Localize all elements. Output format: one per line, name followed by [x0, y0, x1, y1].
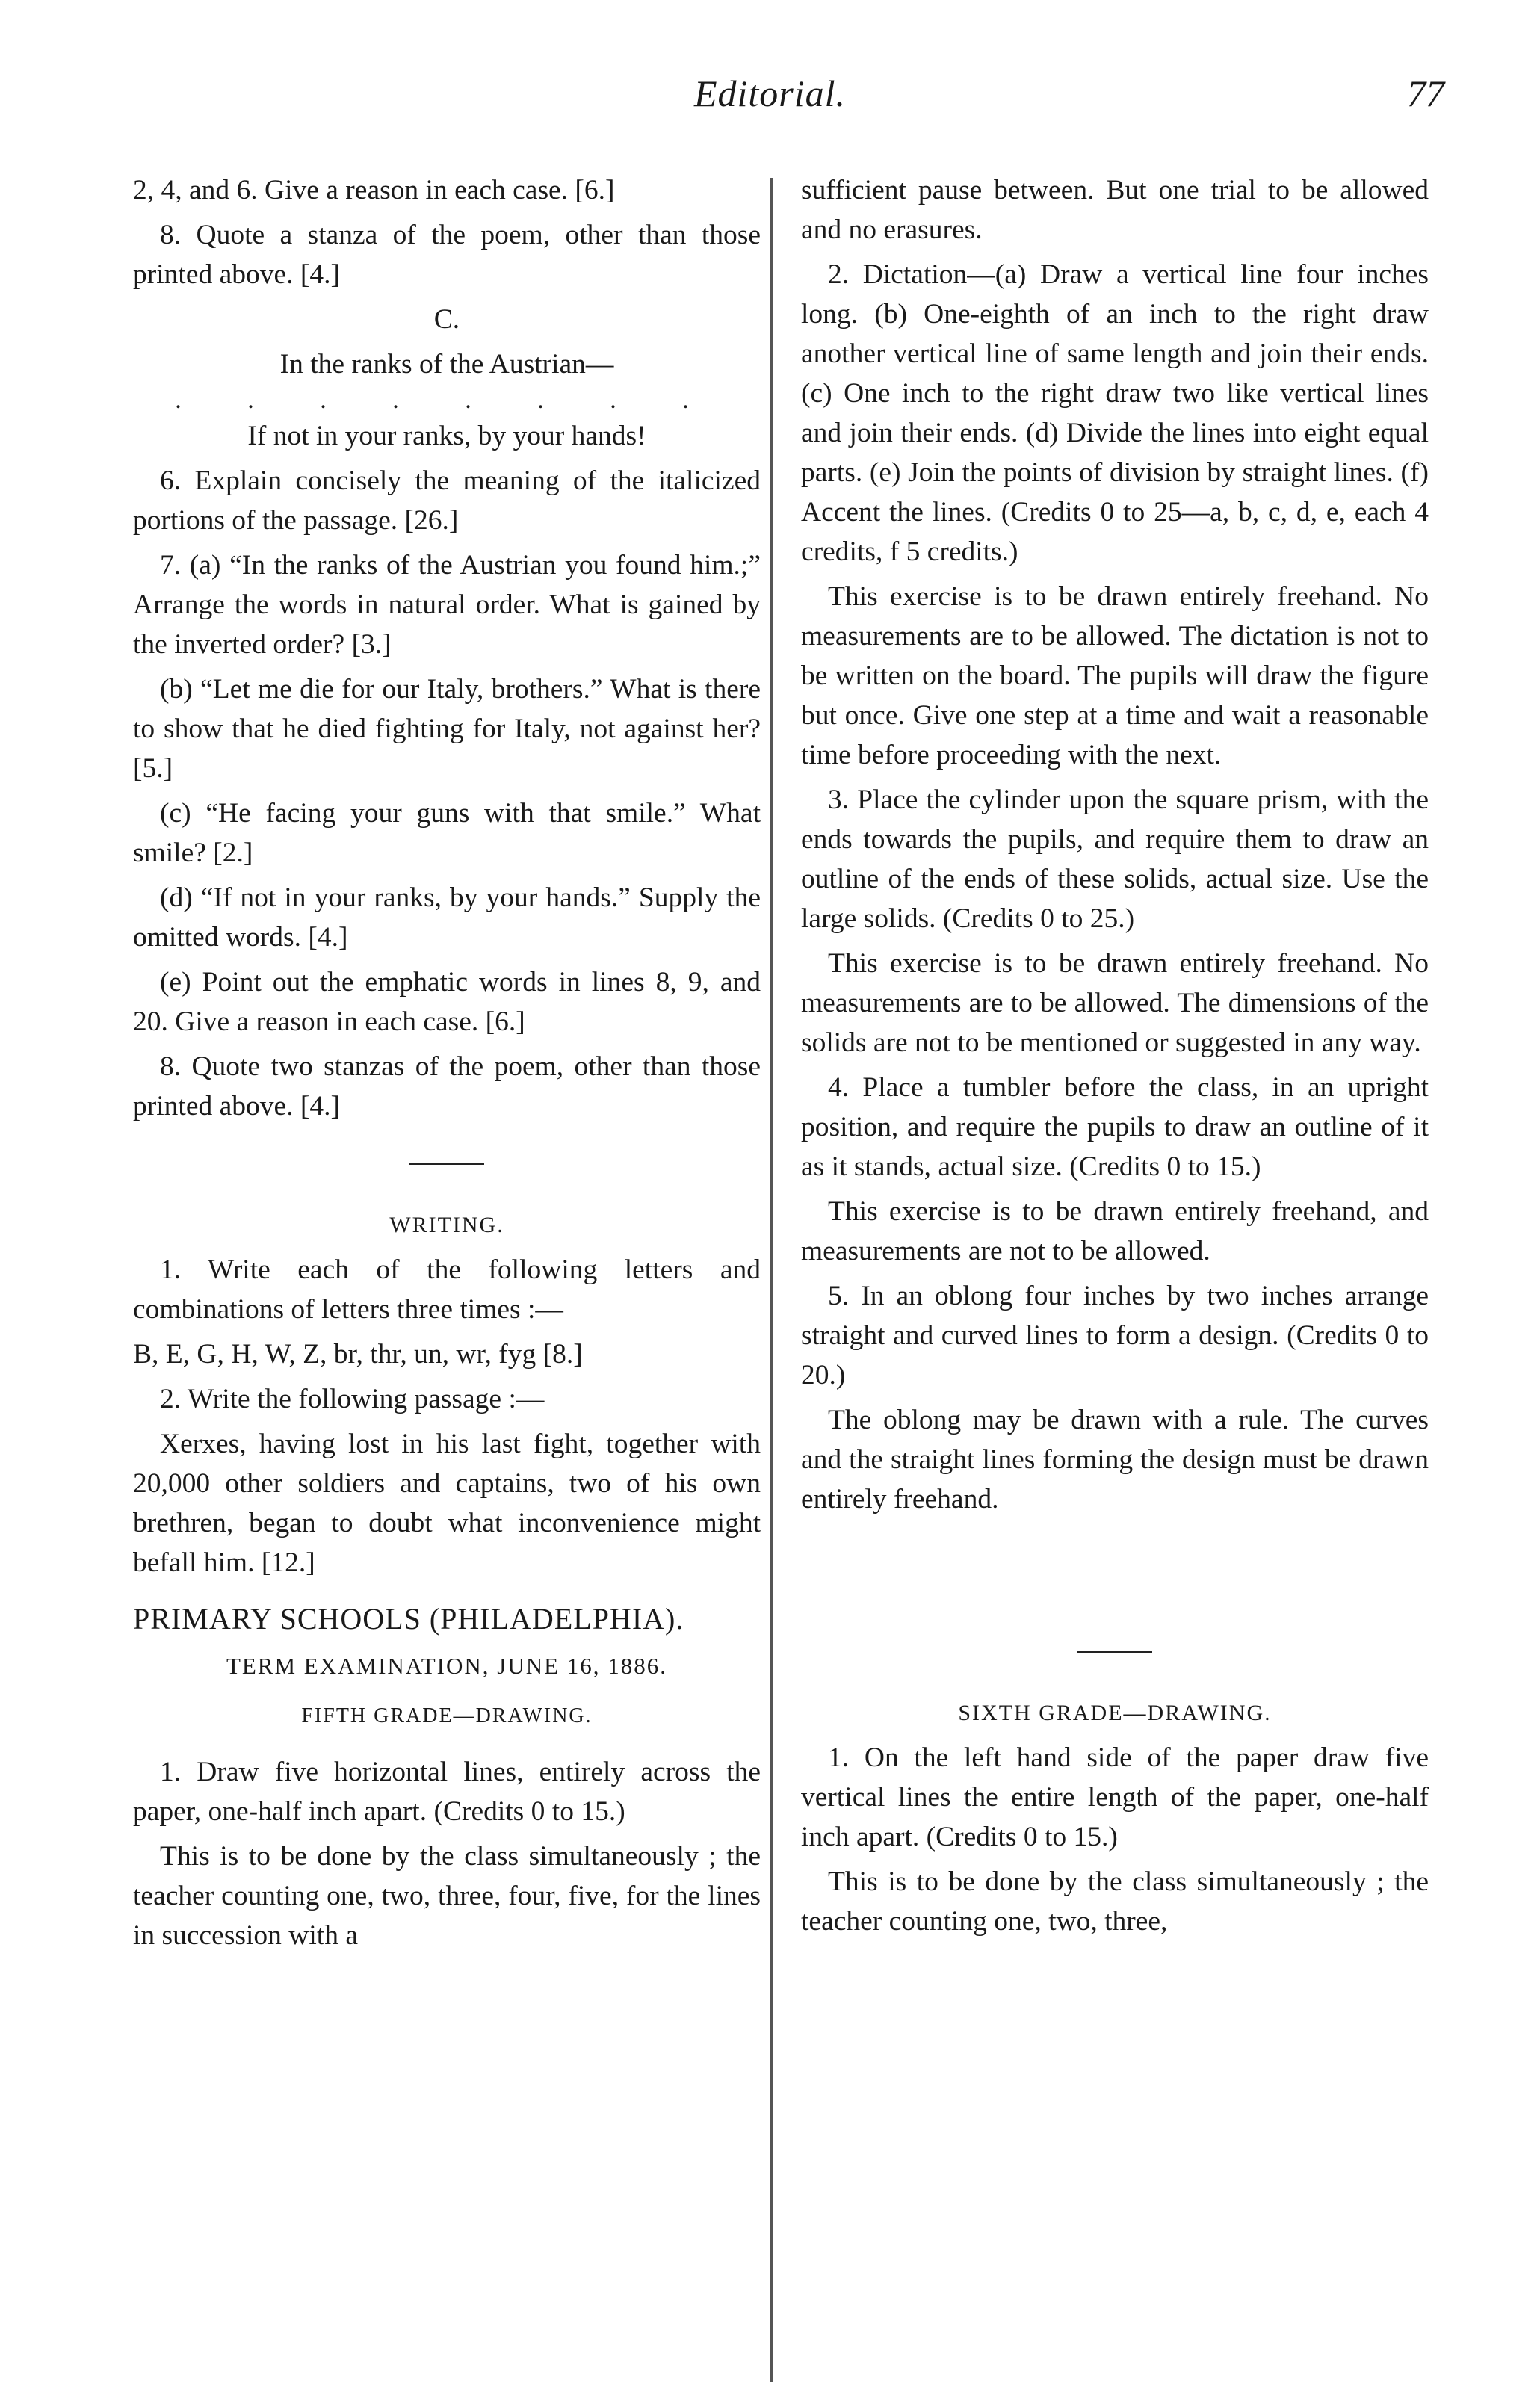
paragraph: This is to be done by the class simultaneously ; the teacher counting one, two, three, four, five, for the lines in succession with a: [133, 1841, 761, 1951]
paragraph: This is to be done by the class simultaneously ; the teacher counting one, two, three,: [801, 1866, 1429, 1937]
paragraph: 2. Dictation—(a) Draw a vertical line four inches long. (b) One-eighth of an inch to the right draw another vertical line of same length and join their ends. (c) One inch to the right draw two like vertical lines and join their ends. (d) Divide the lines into eight equal parts. (e) Join the points of division by straight lines. (f) Accent the lines. (Credits 0 to 25—a, b, c, d, e, each 4 credits, f 5 credits.): [801, 259, 1429, 567]
paragraph: SIXTH GRADE—DRAWING.: [958, 1701, 1272, 1725]
paragraph: 8. Quote a stanza of the poem, other than those printed above. [4.]: [133, 220, 761, 290]
paragraph: 5. In an oblong four inches by two inches arrange straight and curved lines to form a design. (Credits 0 to 20.): [801, 1281, 1429, 1390]
paragraph: B, E, G, H, W, Z, br, thr, un, wr, fyg [8.]: [133, 1339, 583, 1370]
paragraph: This exercise is to be drawn entirely freehand. No measurements are to be allowed. The dictation is not to be written on the board. The pupils will draw the figure but once. Give one step at a time and wait a reasonable time before proceeding with the next.: [801, 581, 1429, 770]
spacer: [801, 1524, 1429, 1614]
paragraph: 1. Draw five horizontal lines, entirely across the paper, one-half inch apart. (Credits 0 to 15.): [133, 1757, 761, 1827]
paragraph: C.: [433, 304, 460, 335]
paragraph: FIFTH GRADE—DRAWING.: [301, 1704, 593, 1727]
section-separator: [1077, 1651, 1152, 1653]
running-title: Editorial.: [693, 72, 847, 114]
paragraph: 8. Quote two stanzas of the poem, other than those printed above. [4.]: [133, 1051, 761, 1122]
paragraph: 2, 4, and 6. Give a reason in each case. [6.]: [133, 175, 615, 205]
paragraph: 2. Write the following passage :—: [160, 1384, 545, 1414]
page-number: 77: [1407, 72, 1444, 114]
left-column: [133, 170, 761, 1961]
paragraph: 4. Place a tumbler before the class, in an upright position, and require the pupils to draw an outline of it as it stands, actual size. (Credits 0 to 15.): [801, 1072, 1429, 1182]
ellipsis-stars: . . . . . . . .: [175, 386, 719, 414]
paragraph: TERM EXAMINATION, JUNE 16, 1886.: [226, 1653, 668, 1679]
paragraph: Xerxes, having lost in his last fight, together with 20,000 other soldiers and captains, two of his own brethren, began to doubt what inconvenience might befall him. [12.]: [133, 1429, 761, 1578]
paragraph: (e) Point out the emphatic words in lines 8, 9, and 20. Give a reason in each case. [6.]: [133, 967, 761, 1037]
paragraph: 6. Explain concisely the meaning of the italicized portions of the passage. [26.]: [133, 465, 761, 536]
paragraph: WRITING.: [389, 1213, 504, 1237]
paragraph: (b) “Let me die for our Italy, brothers.” What is there to show that he died fighting for Italy, not against her? [5.]: [133, 674, 761, 784]
paragraph: The oblong may be drawn with a rule. The curves and the straight lines forming the design must be drawn entirely freehand.: [801, 1405, 1429, 1515]
paragraph: (c) “He facing your guns with that smile.” What smile? [2.]: [133, 798, 761, 868]
paragraph: In the ranks of the Austrian—: [279, 349, 614, 380]
paragraph: 3. Place the cylinder upon the square prism, with the ends towards the pupils, and require them to draw an outline of the ends of these solids, actual size. Use the large solids. (Credits 0 to 25.): [801, 785, 1429, 934]
column-divider: [770, 178, 773, 2382]
paragraph: This exercise is to be drawn entirely freehand. No measurements are to be allowed. The dimensions of the solids are not to be mentioned or suggested in any way.: [801, 948, 1429, 1058]
paragraph: (d) “If not in your ranks, by your hands.” Supply the omitted words. [4.]: [133, 882, 761, 953]
right-column: [801, 170, 1429, 1946]
section-separator: [409, 1163, 484, 1165]
paragraph: 1. On the left hand side of the paper draw five vertical lines the entire length of the paper, one-half inch apart. (Credits 0 to 15.): [801, 1742, 1429, 1852]
paragraph: This exercise is to be drawn entirely freehand, and measurements are not to be allowed.: [801, 1196, 1429, 1266]
paragraph: If not in your ranks, by your hands!: [247, 421, 646, 451]
paragraph: 7. (a) “In the ranks of the Austrian you found him.;” Arrange the words in natural order. What is gained by the inverted order? [3.]: [133, 550, 761, 660]
paragraph: sufficient pause between. But one trial to be allowed and no erasures.: [801, 175, 1429, 245]
paragraph: 1. Write each of the following letters and combinations of letters three times :—: [133, 1255, 761, 1325]
section-heading: PRIMARY SCHOOLS (PHILADELPHIA).: [133, 1602, 684, 1636]
